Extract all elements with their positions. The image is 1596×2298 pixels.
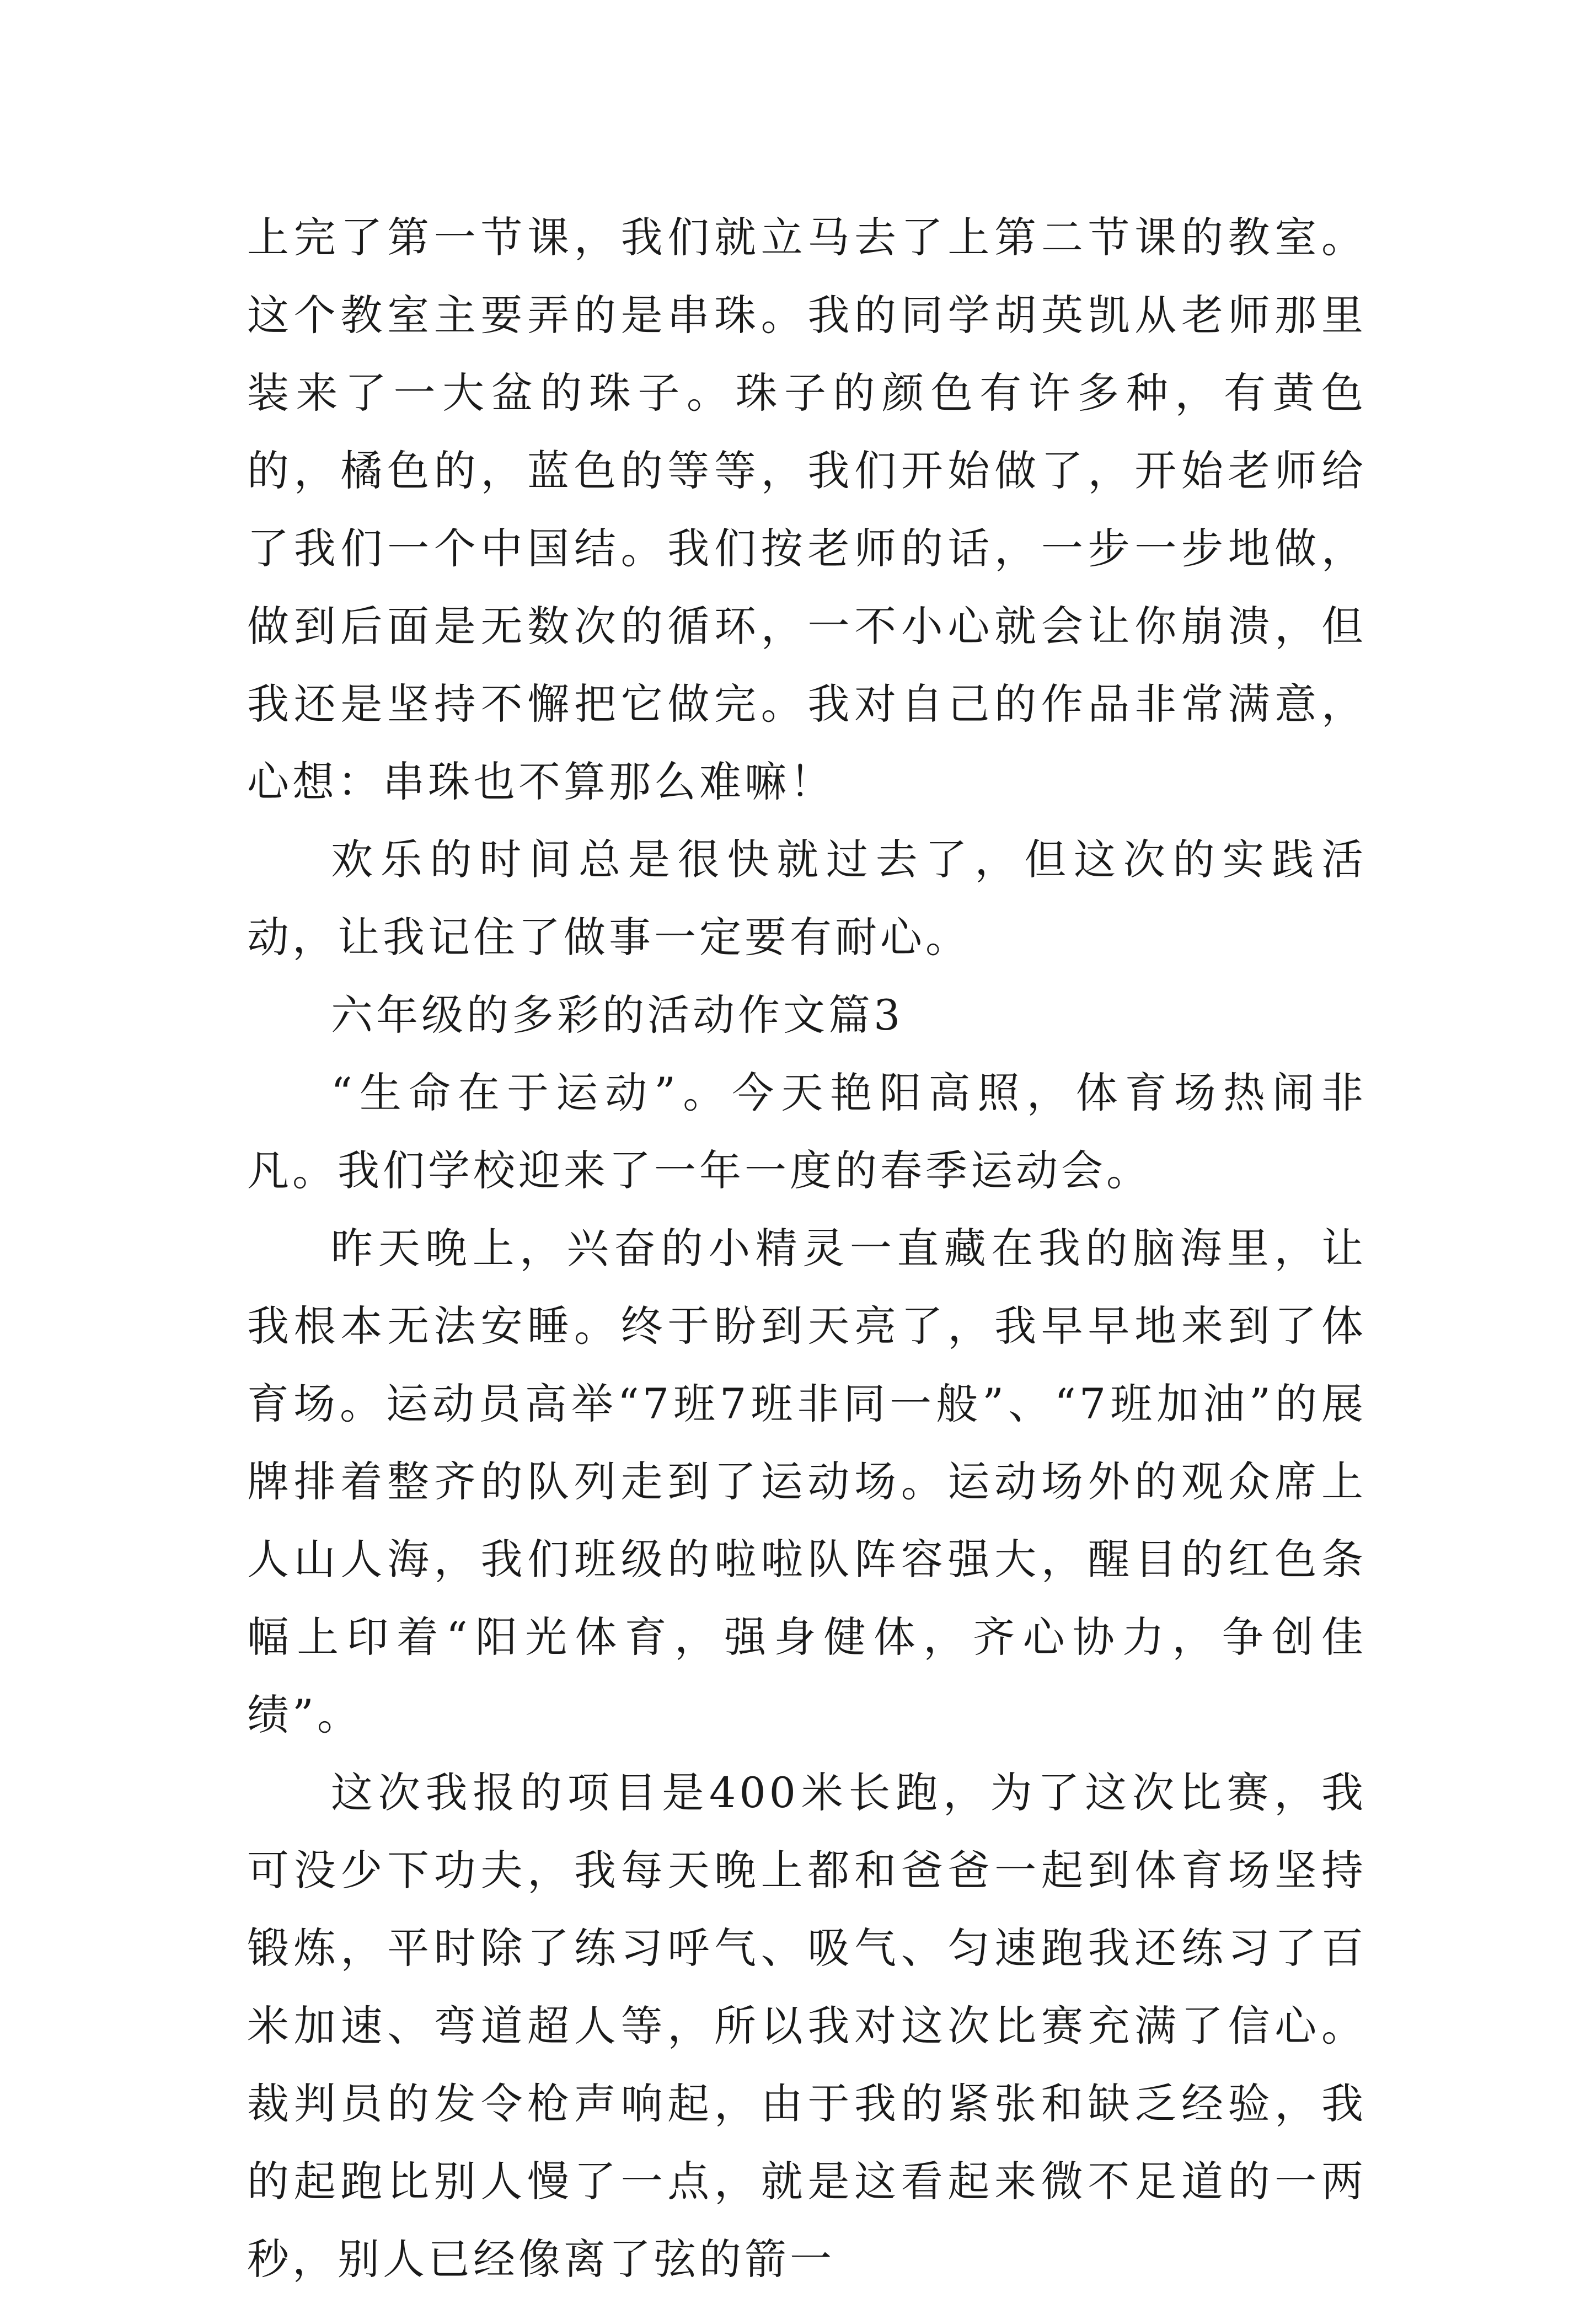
paragraph-4: 昨天晚上，兴奋的小精灵一直藏在我的脑海里，让我根本无法安睡。终于盼到天亮了，我早早地来到了体育场。运动员高举“7班7班非同一般”、“7班加油”的展牌排着整齐的队列走到了运动场。运动场外的观众席上人山人海，我们班级的啦啦队阵容强大，醒目的红色条幅上印着“阳光体育，强身健体，齐心协力，争创佳绩”。 [247,1224,1367,1739]
paragraph-2: 欢乐的时间总是很快就过去了，但这次的实践活动，让我记住了做事一定要有耐心。 [247,835,1367,962]
paragraph-3: “生命在于运动”。今天艳阳高照，体育场热闹非凡。我们学校迎来了一年一度的春季运动会。 [247,1068,1367,1195]
document-body [247,199,1367,2298]
section-heading: 六年级的多彩的活动作文篇3 [331,990,904,1040]
paragraph-5: 这次我报的项目是400米长跑，为了这次比赛，我可没少下功夫，我每天晚上都和爸爸一起到体育场坚持锻炼，平时除了练习呼气、吸气、匀速跑我还练习了百米加速、弯道超人等，所以我对这次比赛充满了信心。裁判员的发令枪声响起，由于我的紧张和缺乏经验，我的起跑比别人慢了一点，就是这看起来微不足道的一两秒，别人已经像离了弦的箭一 [247,1768,1367,2284]
paragraph-1: 上完了第一节课，我们就立马去了上第二节课的教室。这个教室主要弄的是串珠。我的同学胡英凯从老师那里装来了一大盆的珠子。珠子的颜色有许多种，有黄色的，橘色的，蓝色的等等，我们开始做了，开始老师给了我们一个中国结。我们按老师的话，一步一步地做，做到后面是无数次的循环，一不小心就会让你崩溃，但我还是坚持不懈把它做完。我对自己的作品非常满意，心想：串珠也不算那么难嘛！ [247,213,1367,806]
